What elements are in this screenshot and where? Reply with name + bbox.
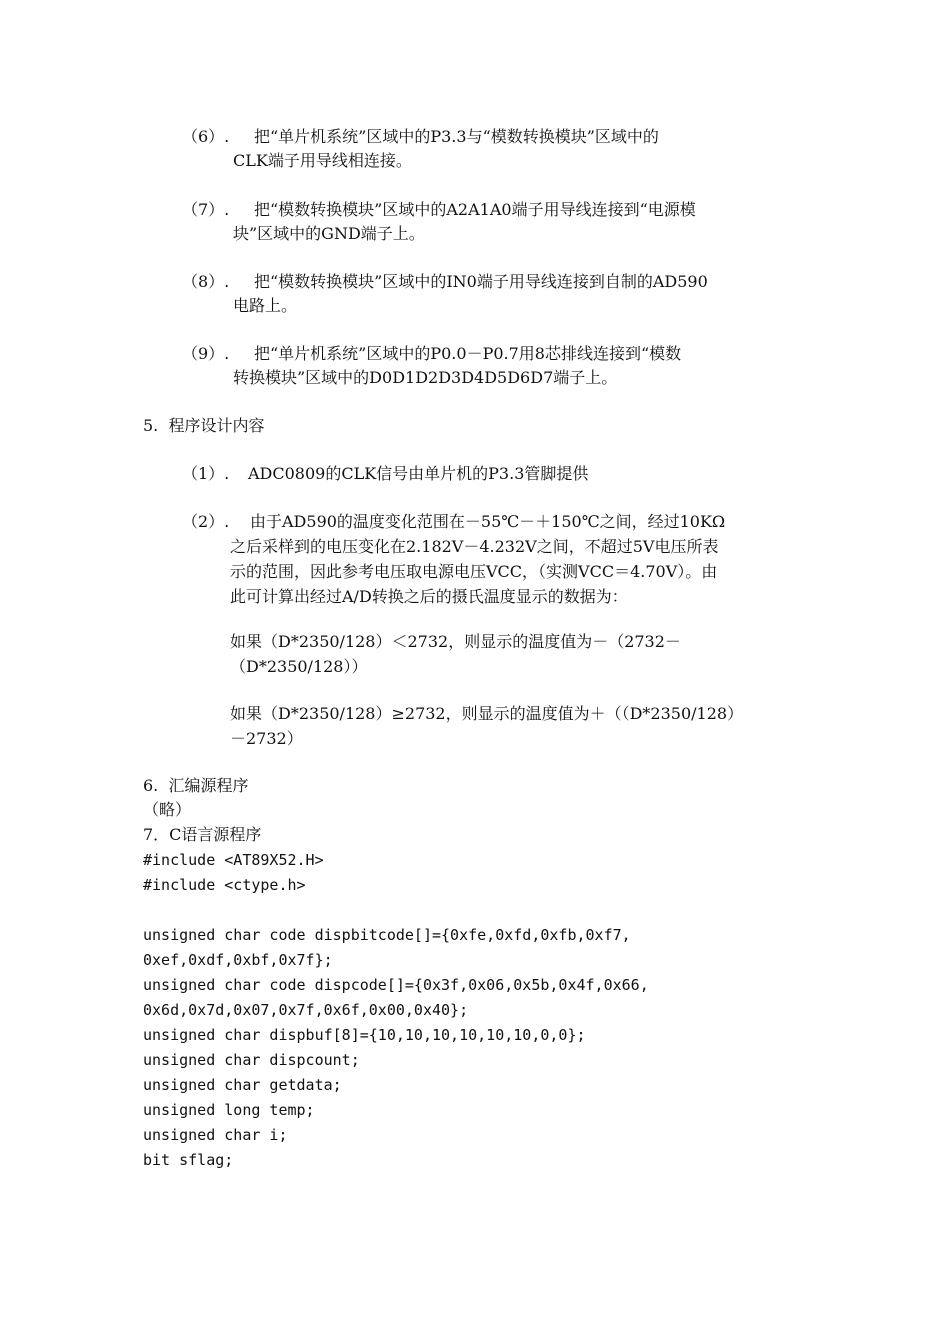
section-5-heading: 5. 程序设计内容	[143, 416, 265, 435]
s5-item-2-line-4: 此可计算出经过A/D转换之后的摄氏温度显示的数据为：	[230, 587, 628, 606]
item-7-number: （7）.	[182, 200, 230, 219]
code-line: unsigned char getdata;	[143, 1076, 342, 1094]
code-line: #include <ctype.h>	[143, 876, 306, 894]
s5-item-1-text: ADC0809的CLK信号由单片机的P3.3管脚提供	[248, 464, 589, 483]
s5-item-2-line-1: 由于AD590的温度变化范围在－55℃－＋150℃之间，经过10KΩ	[250, 512, 726, 531]
s5-item-2-line-2: 之后采样到的电压变化在2.182V－4.232V之间，不超过5V电压所表	[230, 537, 719, 556]
condition-1-line-1: 如果（D*2350/128）＜2732，则显示的温度值为－（2732－	[230, 632, 681, 651]
code-line: unsigned long temp;	[143, 1101, 315, 1119]
condition-1-line-2: （D*2350/128））	[230, 657, 368, 676]
item-9-number: （9）.	[182, 344, 230, 363]
condition-2-line-1: 如果（D*2350/128）≥2732，则显示的温度值为＋（（D*2350/128）	[230, 704, 744, 723]
item-6-line-1: 把“单片机系统”区域中的P3.3与“模数转换模块”区域中的	[254, 127, 659, 146]
code-line: unsigned char dispbuf[8]={10,10,10,10,10,10,0,0};	[143, 1026, 586, 1044]
item-8-line-1: 把“模数转换模块”区域中的IN0端子用导线连接到自制的AD590	[254, 272, 708, 291]
code-line: unsigned char code dispcode[]={0x3f,0x06,0x5b,0x4f,0x66,	[143, 976, 649, 994]
item-7-line-1: 把“模数转换模块”区域中的A2A1A0端子用导线连接到“电源模	[254, 200, 696, 219]
section-6-heading: 6. 汇编源程序	[143, 776, 249, 795]
code-line: 0xef,0xdf,0xbf,0x7f};	[143, 951, 333, 969]
item-8-line-2: 电路上。	[233, 296, 298, 315]
s5-item-1-number: （1）.	[182, 464, 230, 483]
code-line: unsigned char code dispbitcode[]={0xfe,0xfd,0xfb,0xf7,	[143, 926, 631, 944]
section-7-heading: 7．C语言源程序	[143, 825, 262, 844]
code-line: unsigned char i;	[143, 1126, 288, 1144]
item-9-line-2: 转换模块”区域中的D0D1D2D3D4D5D6D7端子上。	[233, 368, 618, 387]
s5-item-2-number: （2）.	[182, 512, 230, 531]
item-6-line-2: CLK端子用导线相连接。	[233, 151, 412, 170]
item-7-line-2: 块”区域中的GND端子上。	[233, 224, 425, 243]
code-line: bit sflag;	[143, 1151, 234, 1169]
item-8-number: （8）.	[182, 272, 230, 291]
code-line: unsigned char dispcount;	[143, 1051, 360, 1069]
item-6-number: （6）.	[182, 127, 230, 146]
s5-item-2-line-3: 示的范围，因此参考电压取电源电压VCC，（实测VCC＝4.70V）。由	[230, 562, 718, 581]
code-line: #include <AT89X52.H>	[143, 851, 324, 869]
condition-2-line-2: －2732）	[230, 729, 303, 748]
code-line: 0x6d,0x7d,0x07,0x7f,0x6f,0x00,0x40};	[143, 1001, 469, 1019]
section-6-note: （略）	[143, 800, 192, 819]
item-9-line-1: 把“单片机系统”区域中的P0.0－P0.7用8芯排线连接到“模数	[254, 344, 682, 363]
